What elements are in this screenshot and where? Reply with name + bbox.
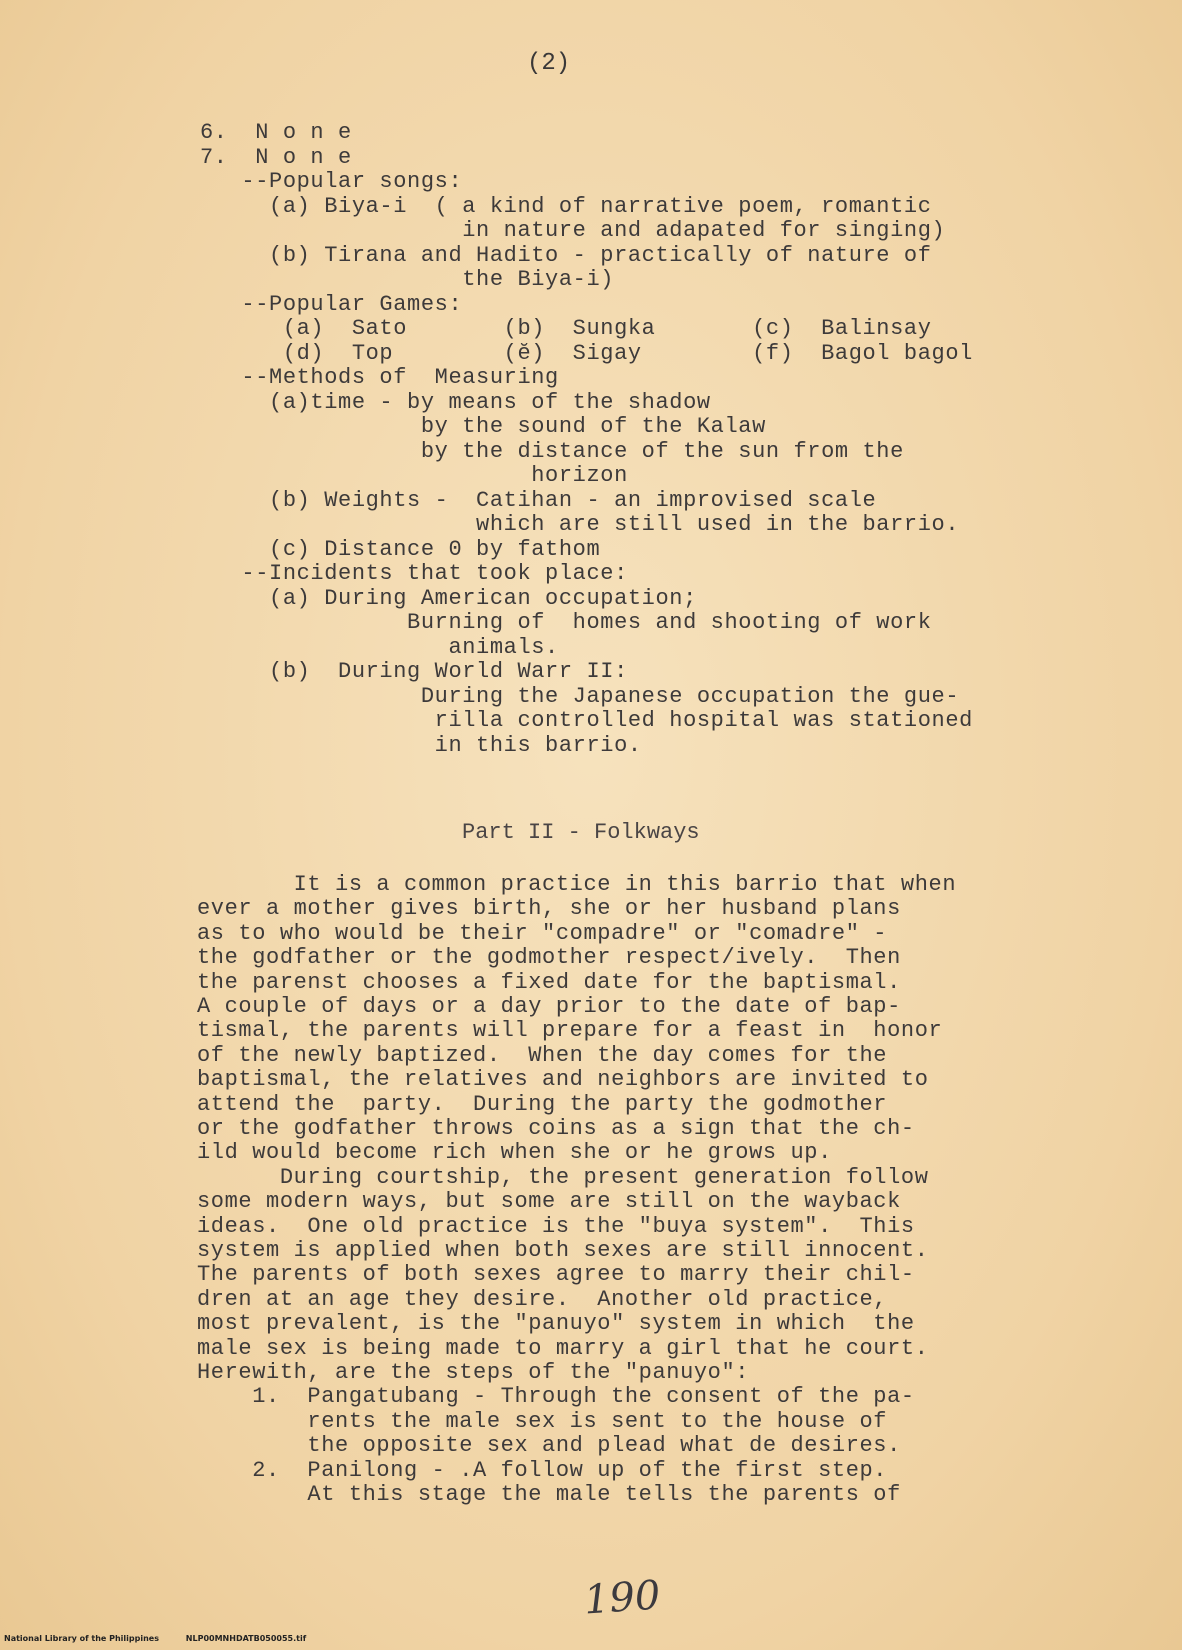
- footer-file: NLP00MNHDATB050055.tif: [185, 1634, 307, 1643]
- part2-line: male sex is being made to marry a girl that he court.: [197, 1335, 929, 1361]
- part2-line: 2. Panilong - .A follow up of the first step.: [197, 1457, 888, 1483]
- page-number: (2): [527, 50, 571, 77]
- part1-line: (a) Biya-i ( a kind of narrative poem, romantic: [200, 193, 932, 219]
- part2-line: ideas. One old practice is the "buya system". This: [197, 1213, 915, 1239]
- part2-line: rents the male sex is sent to the house of: [197, 1408, 888, 1434]
- archive-footer: [4, 1634, 330, 1643]
- part2-line: dren at an age they desire. Another old practice,: [197, 1286, 888, 1312]
- part1-line: 7. N o n e: [200, 144, 352, 170]
- part2-line: 1. Pangatubang - Through the consent of the pa-: [197, 1384, 915, 1410]
- part2-line: The parents of both sexes agree to marry their chil-: [197, 1262, 915, 1288]
- part1-line: (d) Top (ĕ) Sigay (f) Bagol bagol: [200, 340, 973, 366]
- handwritten-page-number: 190: [582, 1572, 662, 1624]
- part2-line: A couple of days or a day prior to the date of bap-: [197, 994, 901, 1019]
- part1-line: which are still used in the barrio.: [200, 512, 960, 537]
- part1-line: (b) Tirana and Hadito - practically of nature of: [200, 242, 932, 268]
- part2-line: or the godfather throws coins as a sign that the ch-: [197, 1116, 915, 1141]
- part1-line: --Incidents that took place:: [200, 561, 628, 586]
- part1-line: rilla controlled hospital was stationed: [200, 708, 973, 733]
- part2-line: At this stage the male tells the parents of: [197, 1482, 901, 1507]
- part2-line: some modern ways, but some are still on the wayback: [197, 1189, 901, 1215]
- part2-line: ild would become rich when she or he grows up.: [197, 1140, 832, 1166]
- part2-line: attend the party. During the party the godmother: [197, 1091, 888, 1117]
- part1-line: (a) Sato (b) Sungka (c) Balinsay: [200, 316, 932, 341]
- part2-line: ever a mother gives birth, she or her husband plans: [197, 896, 901, 922]
- part2-line: Herewith, are the steps of the "panuyo":: [197, 1360, 750, 1385]
- part2-line: of the newly baptized. When the day comes for the: [197, 1042, 888, 1068]
- part1-line: Burning of homes and shooting of work: [200, 610, 932, 635]
- part1-line: (b) Weights - Catihan - an improvised scale: [200, 487, 877, 513]
- part2-line: the godfather or the godmother respect/ively. Then: [197, 945, 901, 971]
- section-title: Part II - Folkways: [462, 820, 700, 845]
- part1-line: 6. N o n e: [200, 120, 352, 145]
- part2-line: the parenst chooses a fixed date for the baptismal.: [197, 969, 901, 995]
- part2-line: It is a common practice in this barrio that when: [197, 872, 957, 897]
- part2-line: system is applied when both sexes are still innocent.: [197, 1238, 929, 1263]
- part1-line: by the distance of the sun from the: [200, 438, 904, 464]
- footer-library: National Library of the Philippines: [4, 1634, 159, 1643]
- part2-line: as to who would be their "compadre" or "comadre" -: [197, 920, 888, 946]
- part1-line: the Biya-i): [200, 267, 615, 292]
- part2-line: tismal, the parents will prepare for a feast in honor: [197, 1018, 943, 1044]
- part2-line: most prevalent, is the "panuyo" system in which the: [197, 1311, 915, 1337]
- part1-line: --Popular Games:: [200, 291, 463, 317]
- part1-line: animals.: [200, 634, 559, 660]
- part1-line: (c) Distance 0 by fathom: [200, 536, 601, 562]
- part1-line: by the sound of the Kalaw: [200, 414, 766, 439]
- part2-line: the opposite sex and plead what de desires.: [197, 1433, 901, 1459]
- part1-line: --Popular songs:: [200, 169, 463, 194]
- part1-line: --Methods of Measuring: [200, 365, 559, 390]
- part1-line: (a) During American occupation;: [200, 585, 697, 611]
- part1-line: (b) During World Warr II:: [200, 659, 628, 684]
- part1-line: During the Japanese occupation the gue-: [200, 683, 960, 709]
- part1-line: (a)time - by means of the shadow: [200, 389, 711, 415]
- part1-line: in this barrio.: [200, 732, 642, 758]
- part1-line: horizon: [200, 463, 628, 488]
- part2-line: baptismal, the relatives and neighbors are invited to: [197, 1067, 929, 1093]
- part2-line: During courtship, the present generation follow: [197, 1164, 929, 1190]
- part1-line: in nature and adapated for singing): [200, 218, 946, 243]
